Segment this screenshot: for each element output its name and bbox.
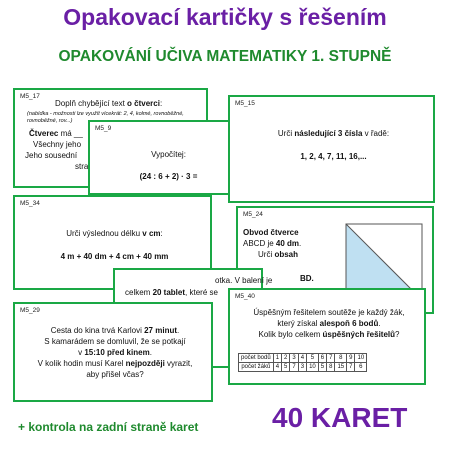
card-line: otka. V balení je (215, 276, 273, 285)
card-line: Kolik bylo celkem úspěšných řešitelů? (258, 330, 400, 339)
card-line: aby přišel včas? (86, 370, 144, 379)
card-line: Jeho sousední (25, 151, 78, 160)
table-cell: 15 (335, 363, 347, 372)
card-line: Všechny jeho (33, 140, 82, 149)
card-line: S kamarádem se domluvil, že se potkají (44, 337, 186, 346)
card-prompt: Urči výslednou délku v cm: (66, 229, 163, 238)
points-table (238, 353, 367, 372)
card-m5-40 (228, 288, 426, 385)
card-line: Obvod čtverce (243, 228, 299, 237)
card-line: Úspěšným řešitelem soutěže je každý žák, (253, 308, 405, 317)
card-m5-15 (228, 95, 435, 203)
table-cell: 6 (318, 354, 326, 363)
card-id: M5_29 (20, 307, 40, 314)
table-cell: 5 (318, 363, 326, 372)
card-id: M5_34 (20, 200, 40, 207)
card-id: M5_17 (20, 93, 40, 100)
card-line: BD. (300, 274, 314, 283)
card-line: Cesta do kina trvá Karlovi 27 minut. (50, 326, 180, 335)
row-label: počet žáků (239, 363, 274, 372)
footer-note: + kontrola na zadní straně karet (18, 420, 199, 434)
table-cell: 7 (290, 363, 298, 372)
page-title: Opakovací kartičky s řešením (63, 4, 387, 30)
card-line: V kolik hodin musí Karel nejpozději vyrazit, (37, 359, 193, 368)
table-cell: 10 (355, 354, 367, 363)
table-cell: 6 (355, 363, 367, 372)
card-line: v 15:10 před kinem. (78, 348, 152, 357)
table-cell: 8 (335, 354, 347, 363)
card-line: Čtverec má __ (29, 129, 83, 138)
card-prompt: Urči následující 3 čísla v řadě: (277, 129, 390, 138)
card-id: M5_24 (243, 211, 263, 218)
card-hint: (nabídka - možnosti lze využít vícekrát: 2, 4, kolmé, rovnoběžné, rovnoběžné, rov...) (27, 111, 184, 124)
card-line: Doplň chybějící text o čtverci: (55, 99, 163, 108)
card-line: Urči obsah (258, 250, 299, 259)
card-expression: (24 : 6 + 2) · 3 = (139, 172, 198, 181)
card-line: stra (75, 162, 89, 171)
page-subtitle: OPAKOVÁNÍ UČIVA MATEMATIKY 1. STUPNĚ (58, 48, 392, 65)
card-id: M5_15 (235, 100, 255, 107)
card-m5-9 (88, 120, 245, 195)
card-line: který získal alespoň 6 bodů. (277, 319, 381, 328)
card-count: 40 KARET (272, 402, 408, 433)
table-cell: 8 (327, 363, 335, 372)
card-m5-29 (13, 302, 213, 402)
table-cell: 3 (298, 363, 306, 372)
table-cell: 4 (273, 363, 281, 372)
card-sequence: 1, 2, 4, 7, 11, 16,... (300, 152, 367, 161)
table-cell: 5 (282, 363, 290, 372)
table-cell: 7 (327, 354, 335, 363)
row-label: počet bodů (239, 354, 274, 363)
table-cell: 7 (347, 363, 355, 372)
table-cell: 3 (290, 354, 298, 363)
table-cell: 1 (273, 354, 281, 363)
card-line: ABCD je 40 dm. (243, 239, 302, 248)
table-row (239, 363, 367, 372)
card-id: M5_9 (95, 125, 112, 132)
table-cell: 2 (282, 354, 290, 363)
card-line: celkem 20 tablet, které se (125, 288, 218, 297)
table-cell: 10 (307, 363, 319, 372)
table-cell: 5 (307, 354, 319, 363)
card-expression: 4 m + 40 dm + 4 cm + 40 mm (60, 252, 169, 261)
card-prompt: Vypočítej: (151, 150, 186, 159)
table-cell: 9 (347, 354, 355, 363)
table-row (239, 354, 367, 363)
card-id: M5_40 (235, 293, 255, 300)
table-cell: 4 (298, 354, 306, 363)
